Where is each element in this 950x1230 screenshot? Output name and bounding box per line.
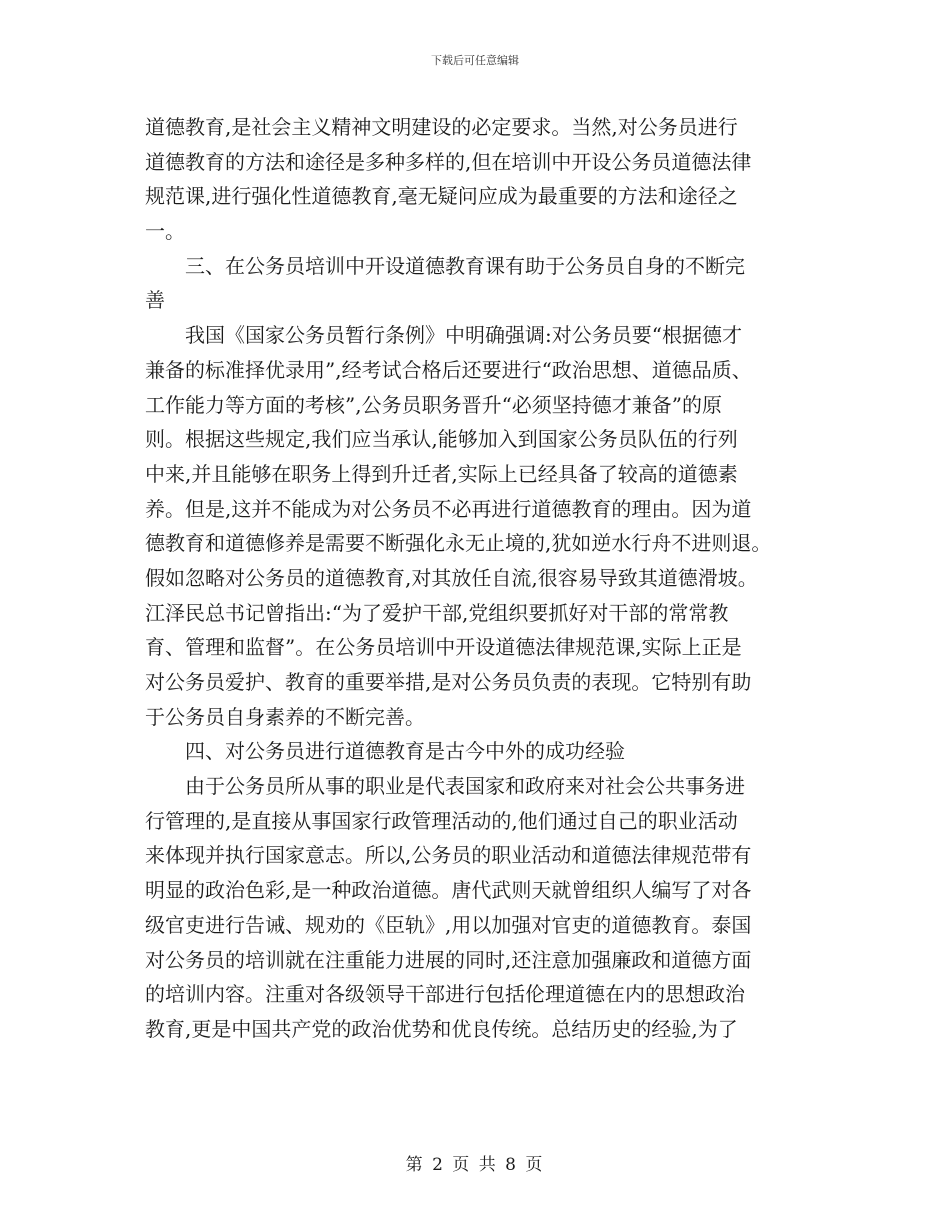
text-line: 中来,并且能够在职务上得到升迁者,实际上已经具备了较高的道德素 [145, 461, 738, 486]
text-line: 明显的政治色彩,是一种政治道德。唐代武则天就曾组织人编写了对各 [145, 878, 752, 903]
text-line: 对公务员的培训就在注重能力进展的同时,还注意加强廉政和道德方面 [145, 947, 752, 972]
text-line: 育、管理和监督”。在公务员培训中开设道德法律规范课,实际上正是 [145, 635, 742, 660]
text-line: 于公务员自身素养的不断完善。 [145, 704, 425, 729]
document-body [145, 110, 815, 1047]
text-line: 来体现并执行国家意志。所以,公务员的职业活动和道德法律规范带有 [145, 843, 752, 868]
page-number: 第 2 页 共 8 页 [405, 1155, 545, 1175]
text-line: 兼备的标准择优录用”,经考试合格后还要进行“政治思想、道德品质、 [145, 357, 752, 382]
section-heading-line: 善 [145, 288, 165, 313]
text-line: 的培训内容。注重对各级领导干部进行包括伦理道德在内的思想政治 [145, 982, 745, 1007]
text-line: 行管理的,是直接从事国家行政管理活动的,他们通过自己的职业活动 [145, 808, 738, 833]
text-line: 江泽民总书记曾指出:“为了爱护干部,党组织要抓好对干部的常常教 [145, 600, 729, 625]
text-line: 由于公务员所从事的职业是代表国家和政府来对社会公共事务进 [145, 774, 745, 799]
text-line: 级官吏进行告诫、规劝的《臣轨》,用以加强对官吏的道德教育。泰国 [145, 912, 752, 937]
text-line: 我国《国家公务员暂行条例》中明确强调:对公务员要“根据德才 [145, 323, 742, 348]
text-line: 养。但是,这并不能成为对公务员不必再进行道德教育的理由。因为道 [145, 496, 752, 521]
text-line: 德教育和道德修养是需要不断强化永无止境的,犹如逆水行舟不进则退。 [145, 531, 772, 556]
text-line: 教育,更是中国共产党的政治优势和优良传统。总结历史的经验,为了 [145, 1016, 738, 1041]
text-line: 则。根据这些规定,我们应当承认,能够加入到国家公务员队伍的行列 [145, 427, 738, 452]
text-line: 道德教育的方法和途径是多种多样的,但在培训中开设公务员道德法律 [145, 149, 752, 174]
section-heading-line: 三、在公务员培训中开设道德教育课有助于公务员自身的不断完 [145, 253, 745, 278]
text-line: 规范课,进行强化性道德教育,毫无疑问应成为最重要的方法和途径之 [145, 184, 738, 209]
text-line: 一。 [145, 219, 185, 244]
text-line: 对公务员爱护、教育的重要举措,是对公务员负责的表现。它特别有助 [145, 670, 752, 694]
page-header: 下载后可任意编辑 [431, 54, 519, 67]
text-line: 假如忽略对公务员的道德教育,对其放任自流,很容易导致其道德滑坡。 [145, 565, 758, 590]
text-line: 道德教育,是社会主义精神文明建设的必定要求。当然,对公务员进行 [145, 115, 738, 139]
text-line: 工作能力等方面的考核”,公务员职务晋升“必须坚持德才兼备”的原 [145, 392, 723, 417]
section-heading-line: 四、对公务员进行道德教育是古今中外的成功经验 [145, 739, 625, 764]
